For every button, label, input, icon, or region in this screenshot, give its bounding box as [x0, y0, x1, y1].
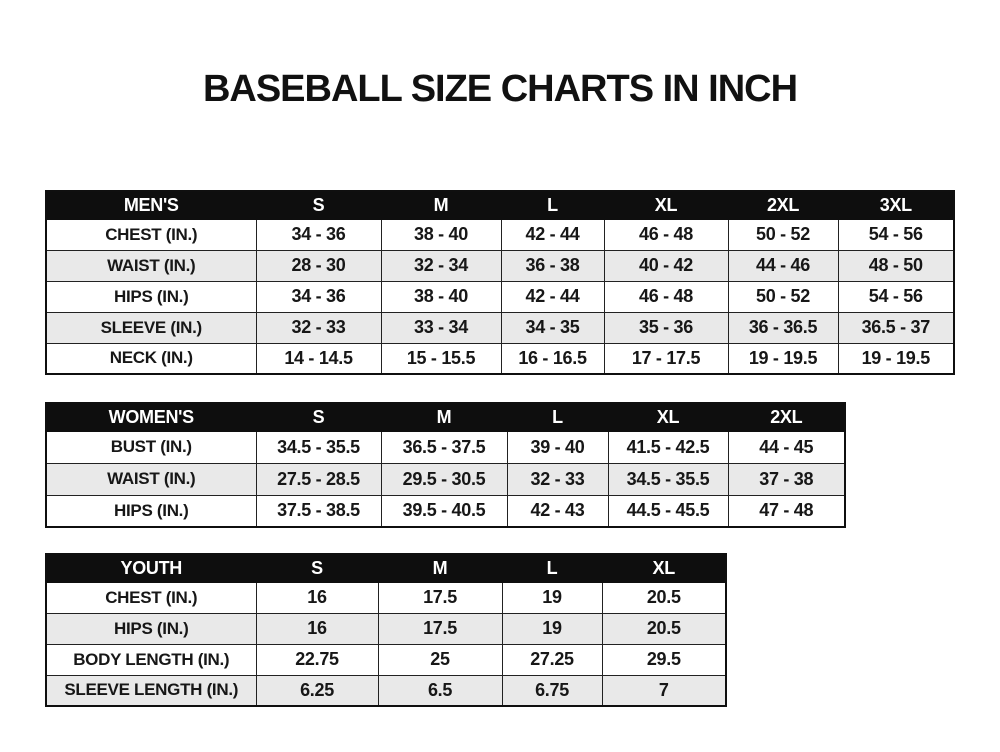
page-title: BASEBALL SIZE CHARTS IN INCH — [202, 68, 798, 110]
size-cell: 36 - 36.5 — [728, 312, 838, 343]
mens-size-col-3xl: 3XL — [838, 191, 954, 219]
row-label: HIPS (IN.) — [46, 613, 256, 644]
row-label: HIPS (IN.) — [46, 495, 256, 527]
size-cell: 39 - 40 — [507, 431, 608, 463]
size-cell: 15 - 15.5 — [381, 343, 501, 374]
size-cell: 25 — [378, 644, 502, 675]
table-row — [46, 312, 954, 343]
table-row — [46, 250, 954, 281]
size-cell: 37 - 38 — [728, 463, 845, 495]
size-cell: 29.5 — [602, 644, 726, 675]
table-row — [46, 431, 845, 463]
row-label: BODY LENGTH (IN.) — [46, 644, 256, 675]
youth-size-table-section — [45, 553, 727, 707]
size-cell: 36 - 38 — [501, 250, 604, 281]
size-cell: 37.5 - 38.5 — [256, 495, 381, 527]
size-cell: 7 — [602, 675, 726, 706]
table-row — [46, 644, 726, 675]
size-cell: 17.5 — [378, 582, 502, 613]
table-row — [46, 495, 845, 527]
size-cell: 33 - 34 — [381, 312, 501, 343]
table-row — [46, 343, 954, 374]
youth-group-label: YOUTH — [46, 554, 256, 582]
youth-size-col-m: M — [378, 554, 502, 582]
mens-size-col-l: L — [501, 191, 604, 219]
row-label: SLEEVE LENGTH (IN.) — [46, 675, 256, 706]
womens-size-col-l: L — [507, 403, 608, 431]
size-cell: 19 — [502, 613, 602, 644]
size-cell: 19 - 19.5 — [838, 343, 954, 374]
size-cell: 16 — [256, 613, 378, 644]
size-cell: 22.75 — [256, 644, 378, 675]
row-label: WAIST (IN.) — [46, 250, 256, 281]
youth-size-col-s: S — [256, 554, 378, 582]
mens-size-col-2xl: 2XL — [728, 191, 838, 219]
womens-size-col-m: M — [381, 403, 507, 431]
size-cell: 17 - 17.5 — [604, 343, 728, 374]
size-cell: 48 - 50 — [838, 250, 954, 281]
table-row — [46, 281, 954, 312]
size-cell: 54 - 56 — [838, 219, 954, 250]
mens-size-table — [45, 190, 955, 375]
mens-header-row — [46, 191, 954, 219]
row-label: HIPS (IN.) — [46, 281, 256, 312]
size-cell: 44.5 - 45.5 — [608, 495, 728, 527]
size-cell: 28 - 30 — [256, 250, 381, 281]
size-cell: 6.75 — [502, 675, 602, 706]
size-cell: 17.5 — [378, 613, 502, 644]
mens-size-col-xl: XL — [604, 191, 728, 219]
size-cell: 32 - 33 — [507, 463, 608, 495]
womens-header-row — [46, 403, 845, 431]
size-cell: 14 - 14.5 — [256, 343, 381, 374]
size-cell: 16 — [256, 582, 378, 613]
size-cell: 44 - 46 — [728, 250, 838, 281]
size-cell: 46 - 48 — [604, 281, 728, 312]
youth-size-col-xl: XL — [602, 554, 726, 582]
mens-group-label: MEN'S — [46, 191, 256, 219]
size-cell: 46 - 48 — [604, 219, 728, 250]
womens-size-table-section — [45, 402, 846, 528]
size-cell: 50 - 52 — [728, 219, 838, 250]
row-label: WAIST (IN.) — [46, 463, 256, 495]
youth-header-row — [46, 554, 726, 582]
size-cell: 39.5 - 40.5 — [381, 495, 507, 527]
size-cell: 47 - 48 — [728, 495, 845, 527]
mens-size-col-s: S — [256, 191, 381, 219]
size-cell: 29.5 - 30.5 — [381, 463, 507, 495]
table-row — [46, 219, 954, 250]
youth-size-col-l: L — [502, 554, 602, 582]
mens-size-col-m: M — [381, 191, 501, 219]
row-label: CHEST (IN.) — [46, 582, 256, 613]
womens-size-col-2xl: 2XL — [728, 403, 845, 431]
size-cell: 54 - 56 — [838, 281, 954, 312]
row-label: CHEST (IN.) — [46, 219, 256, 250]
size-cell: 27.25 — [502, 644, 602, 675]
row-label: BUST (IN.) — [46, 431, 256, 463]
table-row — [46, 675, 726, 706]
size-cell: 34 - 36 — [256, 219, 381, 250]
size-cell: 20.5 — [602, 582, 726, 613]
womens-size-col-xl: XL — [608, 403, 728, 431]
size-cell: 34 - 35 — [501, 312, 604, 343]
mens-size-table-section — [45, 190, 955, 375]
table-row — [46, 463, 845, 495]
row-label: NECK (IN.) — [46, 343, 256, 374]
youth-size-table — [45, 553, 727, 707]
size-cell: 16 - 16.5 — [501, 343, 604, 374]
size-cell: 35 - 36 — [604, 312, 728, 343]
size-cell: 34.5 - 35.5 — [256, 431, 381, 463]
size-cell: 42 - 44 — [501, 219, 604, 250]
table-row — [46, 613, 726, 644]
womens-size-col-s: S — [256, 403, 381, 431]
size-cell: 38 - 40 — [381, 219, 501, 250]
size-cell: 6.25 — [256, 675, 378, 706]
row-label: SLEEVE (IN.) — [46, 312, 256, 343]
size-cell: 41.5 - 42.5 — [608, 431, 728, 463]
size-cell: 36.5 - 37.5 — [381, 431, 507, 463]
size-cell: 40 - 42 — [604, 250, 728, 281]
size-cell: 32 - 33 — [256, 312, 381, 343]
size-cell: 32 - 34 — [381, 250, 501, 281]
size-cell: 27.5 - 28.5 — [256, 463, 381, 495]
table-row — [46, 582, 726, 613]
size-cell: 34 - 36 — [256, 281, 381, 312]
size-cell: 19 — [502, 582, 602, 613]
size-cell: 19 - 19.5 — [728, 343, 838, 374]
size-cell: 44 - 45 — [728, 431, 845, 463]
size-cell: 42 - 44 — [501, 281, 604, 312]
size-cell: 50 - 52 — [728, 281, 838, 312]
size-cell: 36.5 - 37 — [838, 312, 954, 343]
womens-size-table — [45, 402, 846, 528]
size-cell: 6.5 — [378, 675, 502, 706]
size-cell: 20.5 — [602, 613, 726, 644]
womens-group-label: WOMEN'S — [46, 403, 256, 431]
size-cell: 34.5 - 35.5 — [608, 463, 728, 495]
size-cell: 38 - 40 — [381, 281, 501, 312]
size-cell: 42 - 43 — [507, 495, 608, 527]
